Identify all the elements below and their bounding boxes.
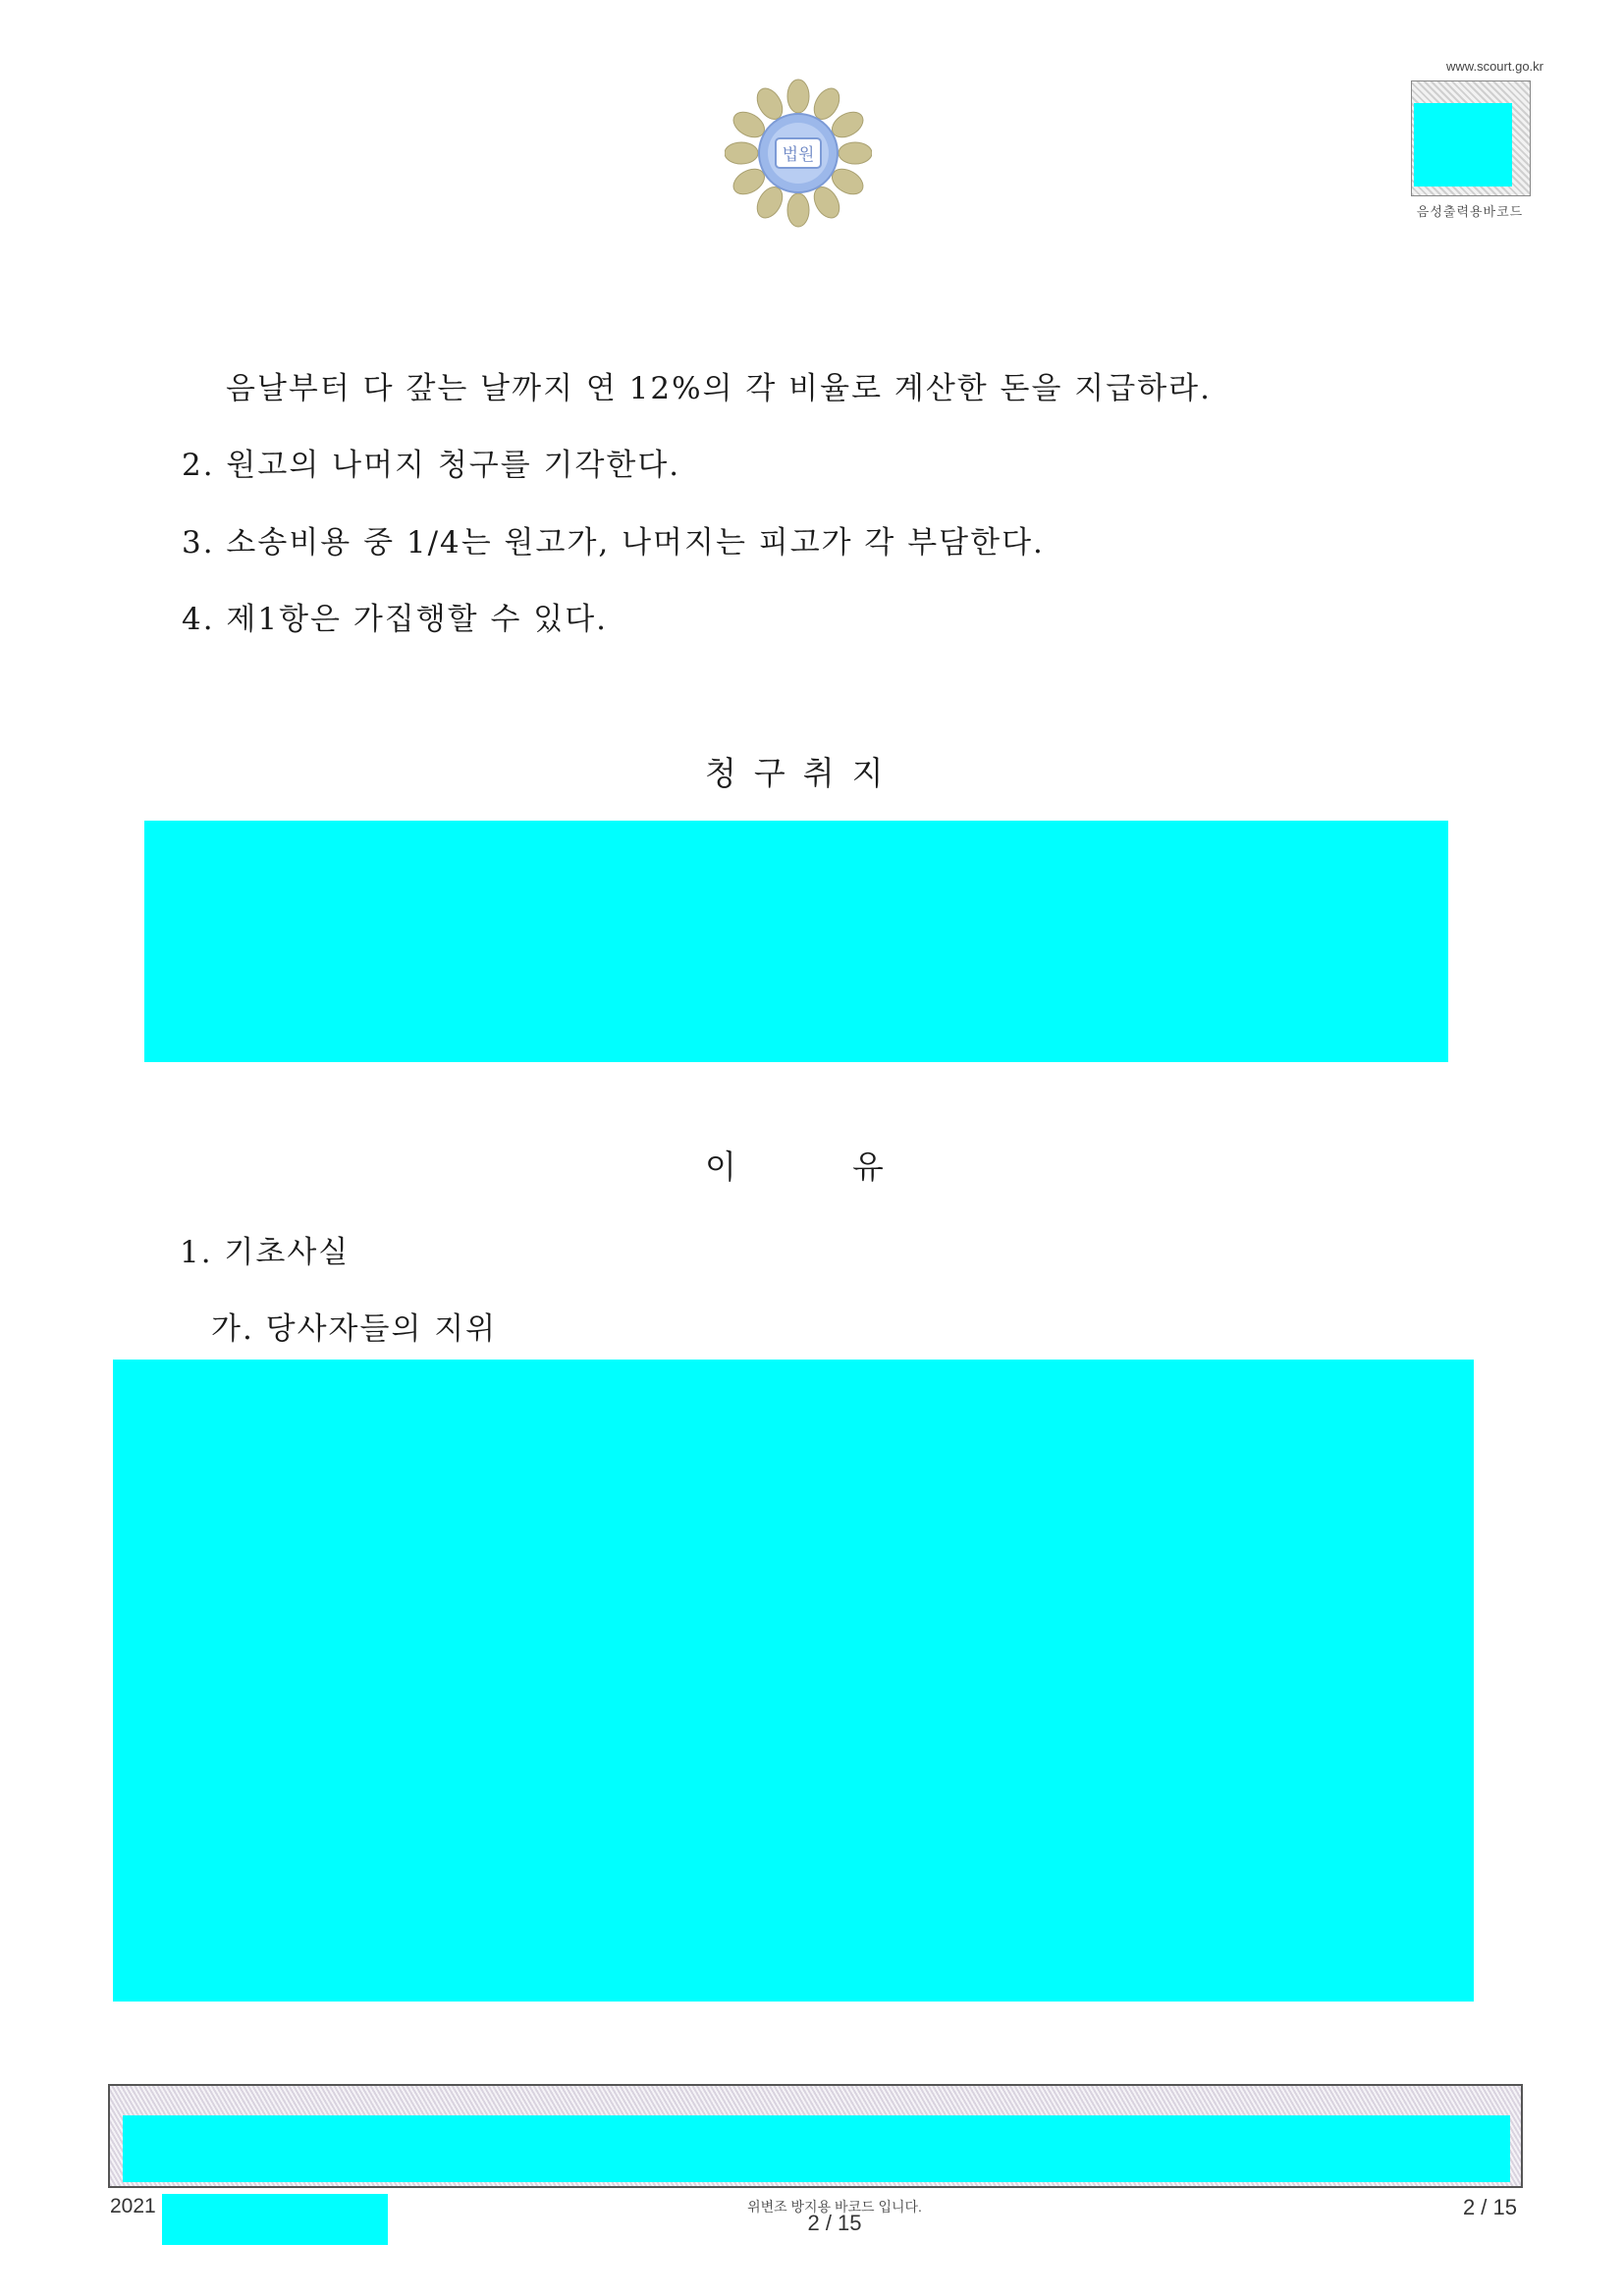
emblem-petal — [839, 142, 872, 164]
footer-barcode-redaction — [123, 2115, 1510, 2182]
emblem-petal — [725, 142, 758, 164]
court-emblem-logo — [725, 77, 872, 234]
case-number-prefix: 2021 — [110, 2195, 156, 2217]
emblem-petal — [787, 80, 809, 113]
section-basic-facts: 1. 기초사실 — [180, 1235, 351, 1270]
judgment-item-2: 2. 원고의 나머지 청구를 기각한다. — [182, 448, 681, 483]
barcode-redaction — [1414, 103, 1512, 187]
judgment-item-3: 3. 소송비용 중 1/4는 원고가, 나머지는 피고가 각 부담한다. — [182, 525, 1045, 561]
claim-redaction — [144, 821, 1448, 1062]
facts-redaction — [113, 1360, 1474, 2002]
page-number-right: 2 / 15 — [1462, 2195, 1517, 2219]
court-url: www.scourt.go.kr — [1446, 59, 1543, 74]
emblem-text: 법원 — [782, 145, 815, 165]
barcode-caption: 음성출력용바코드 — [1416, 204, 1524, 219]
anti-forgery-note: 위변조 방지용 바코드 입니다. — [747, 2199, 922, 2215]
case-number-redaction — [162, 2194, 388, 2245]
emblem-petal — [787, 193, 809, 227]
reason-heading-right: 유 — [852, 1148, 901, 1186]
judgment-continuation: 음날부터 다 갚는 날까지 연 12%의 각 비율로 계산한 돈을 지급하라. — [226, 371, 1212, 406]
judgment-item-4: 4. 제1항은 가집행할 수 있다. — [182, 602, 609, 637]
page-number-center: 2 / 15 — [807, 2211, 862, 2235]
claim-heading: 청구취지 — [705, 754, 901, 792]
reason-heading-left: 이 — [705, 1148, 754, 1186]
subsection-party-status: 가. 당사자들의 지위 — [211, 1311, 498, 1347]
